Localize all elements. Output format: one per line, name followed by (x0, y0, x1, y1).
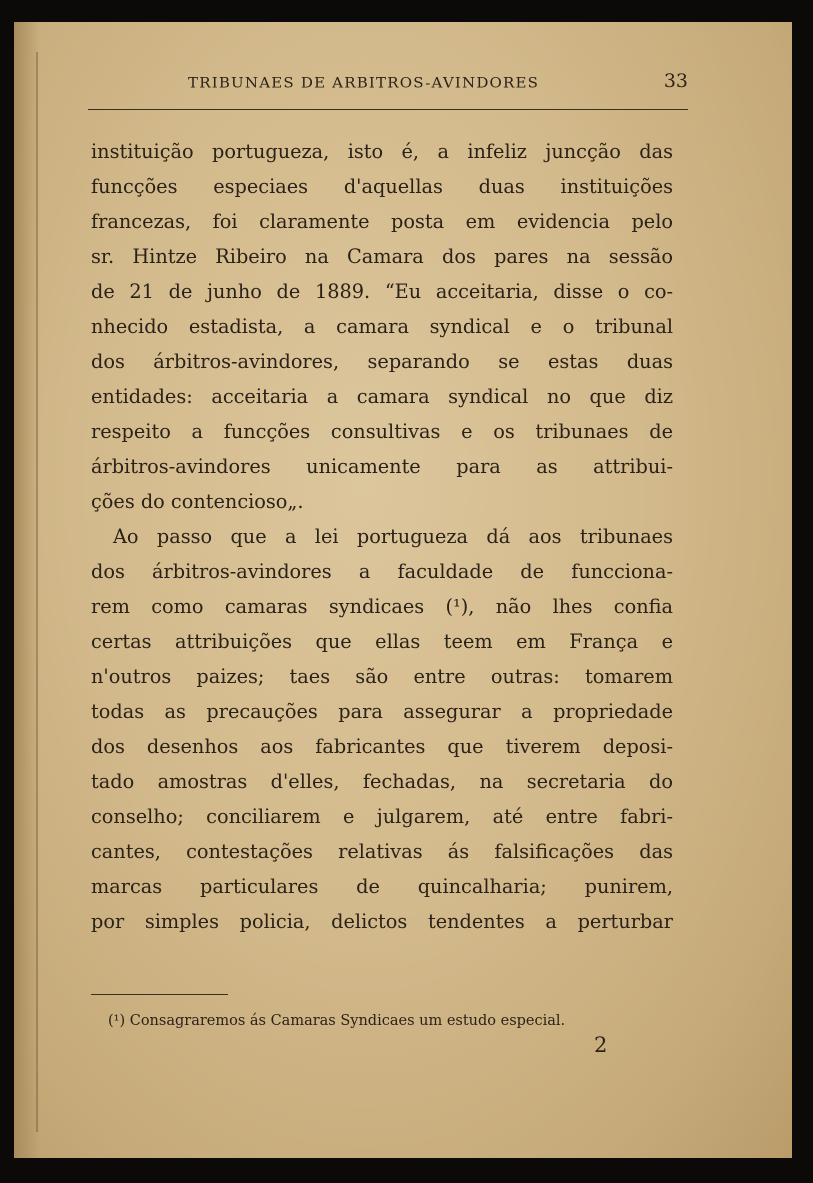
text-line: todas as precauções para assegurar a propriedade (91, 700, 673, 723)
footnote-rule (91, 994, 228, 995)
footnote: (¹) Consagraremos ás Camaras Syndicaes um estudo especial. (108, 1013, 566, 1029)
text-line: árbitros-avindores unicamente para as attribui- (91, 455, 673, 478)
text-line: Ao passo que a lei portugueza dá aos tribunaes (113, 525, 673, 548)
text-line: n'outros paizes; taes são entre outras: tomarem (91, 665, 673, 688)
text-line: tado amostras d'elles, fechadas, na secretaria do (91, 770, 673, 793)
text-line: ções do contencioso„. (91, 490, 304, 513)
binding-edge (36, 52, 38, 1132)
text-line: rem como camaras syndicaes (¹), não lhes confia (91, 595, 673, 618)
page-header (88, 70, 688, 100)
text-line: dos árbitros-avindores a faculdade de funcciona- (91, 560, 673, 583)
text-line: sr. Hintze Ribeiro na Camara dos pares na sessão (91, 245, 673, 268)
text-line: certas attribuições que ellas teem em França e (91, 630, 673, 653)
text-line: marcas particulares de quincalharia; punirem, (91, 875, 673, 898)
running-head: TRIBUNAES DE ARBITROS-AVINDORES (188, 74, 540, 92)
text-line: por simples policia, delictos tendentes a perturbar (91, 910, 673, 933)
text-line: respeito a funcções consultivas e os tribunaes de (91, 420, 673, 443)
text-line: entidades: acceitaria a camara syndical no que diz (91, 385, 673, 408)
text-line: cantes, contestações relativas ás falsificações das (91, 840, 673, 863)
text-line: nhecido estadista, a camara syndical e o tribunal (91, 315, 673, 338)
page-number: 33 (663, 70, 688, 92)
text-line: francezas, foi claramente posta em evidencia pelo (91, 210, 673, 233)
text-line: dos desenhos aos fabricantes que tiverem deposi- (91, 735, 673, 758)
text-line: de 21 de junho de 1889. “Eu acceitaria, disse o co- (91, 280, 673, 303)
body-text (91, 134, 673, 939)
text-line: instituição portugueza, isto é, a infeliz juncção das (91, 140, 673, 163)
text-line: conselho; conciliarem e julgarem, até entre fabri- (91, 805, 673, 828)
text-line: funcções especiaes d'aquellas duas instituições (91, 175, 673, 198)
text-line: dos árbitros-avindores, separando se estas duas (91, 350, 673, 373)
header-rule (88, 109, 688, 110)
signature-mark: 2 (594, 1033, 608, 1057)
